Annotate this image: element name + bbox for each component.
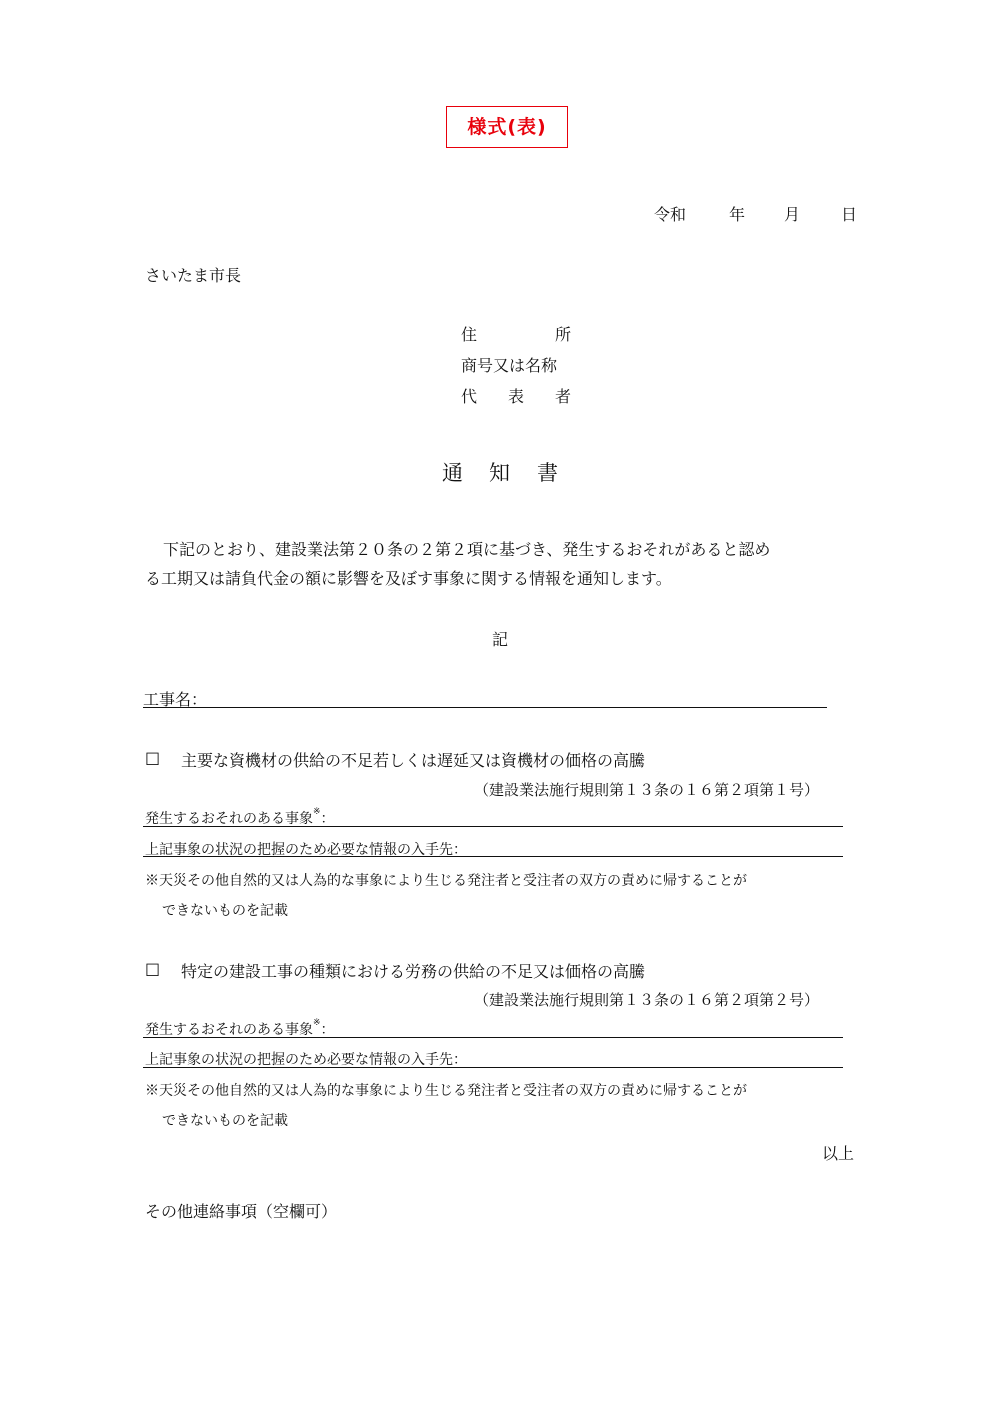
item1-source-underline <box>143 856 843 857</box>
item2-checkbox[interactable]: □ <box>145 959 161 978</box>
date-day: 日 <box>841 205 858 224</box>
item1-heading: 主要な資機材の供給の不足若しくは遅延又は資機材の価格の高騰 <box>181 751 646 770</box>
date-month: 月 <box>784 205 801 224</box>
item2-event-label-text: 発生するおそれのある事象 <box>145 1022 313 1038</box>
item2-event-colon: ： <box>320 1022 335 1038</box>
item2-heading: 特定の建設工事の種類における労務の供給の不足又は価格の高騰 <box>181 962 646 981</box>
representative-label-3: 者 <box>555 387 572 406</box>
item2-event-underline <box>143 1037 843 1038</box>
representative-label-2: 表 <box>508 387 525 406</box>
item2-note-line-1: ※天災その他自然的又は人為的な事象により生じる発注者と受注者の双方の責めに帰することが <box>145 1083 747 1099</box>
item1-event-mark: ※ <box>313 807 321 817</box>
item1-checkbox[interactable]: □ <box>145 748 161 767</box>
item1-event-colon: ： <box>320 811 335 827</box>
date-year: 年 <box>729 205 746 224</box>
body-line-1: 下記のとおり、建設業法第２０条の２第２項に基づき、発生するおそれがあると認め <box>163 540 771 559</box>
addressee: さいたま市長 <box>145 266 242 285</box>
ki-heading: 記 <box>492 630 509 649</box>
title-char-2: 知 <box>489 461 510 485</box>
other-notes-label: その他連絡事項（空欄可） <box>145 1202 338 1221</box>
item2-event-label <box>145 1019 335 1039</box>
item2-reference: （建設業法施行規則第１３条の１６第２項第２号） <box>474 991 820 1009</box>
title-char-3: 書 <box>537 461 558 485</box>
item1-reference: （建設業法施行規則第１３条の１６第２項第１号） <box>474 781 820 799</box>
date-era: 令和 <box>654 205 687 224</box>
item1-event-label-text: 発生するおそれのある事象 <box>145 811 313 827</box>
form-stamp: 様式(表) <box>446 106 568 148</box>
item1-event-underline <box>143 826 843 827</box>
item1-note-line-2: できないものを記載 <box>162 903 288 919</box>
project-name-underline <box>143 707 827 708</box>
project-name-label: 工事名： <box>143 690 208 709</box>
item2-note-line-2: できないものを記載 <box>162 1113 288 1129</box>
company-name-label: 商号又は名称 <box>461 356 558 375</box>
item2-event-mark: ※ <box>313 1018 321 1028</box>
item1-source-label: 上記事象の状況の把握のため必要な情報の入手先： <box>145 842 467 858</box>
address-label-right: 所 <box>555 325 572 344</box>
item1-event-label <box>145 808 335 828</box>
item1-note-line-1: ※天災その他自然的又は人為的な事象により生じる発注者と受注者の双方の責めに帰することが <box>145 873 747 889</box>
title-char-1: 通 <box>442 461 463 485</box>
body-line-2: る工期又は請負代金の額に影響を及ぼす事象に関する情報を通知します。 <box>145 569 672 588</box>
item2-source-label: 上記事象の状況の把握のため必要な情報の入手先： <box>145 1052 467 1068</box>
representative-label-1: 代 <box>461 387 478 406</box>
closing-text: 以上 <box>822 1144 855 1163</box>
item2-source-underline <box>143 1067 843 1068</box>
address-label-left: 住 <box>461 325 478 344</box>
